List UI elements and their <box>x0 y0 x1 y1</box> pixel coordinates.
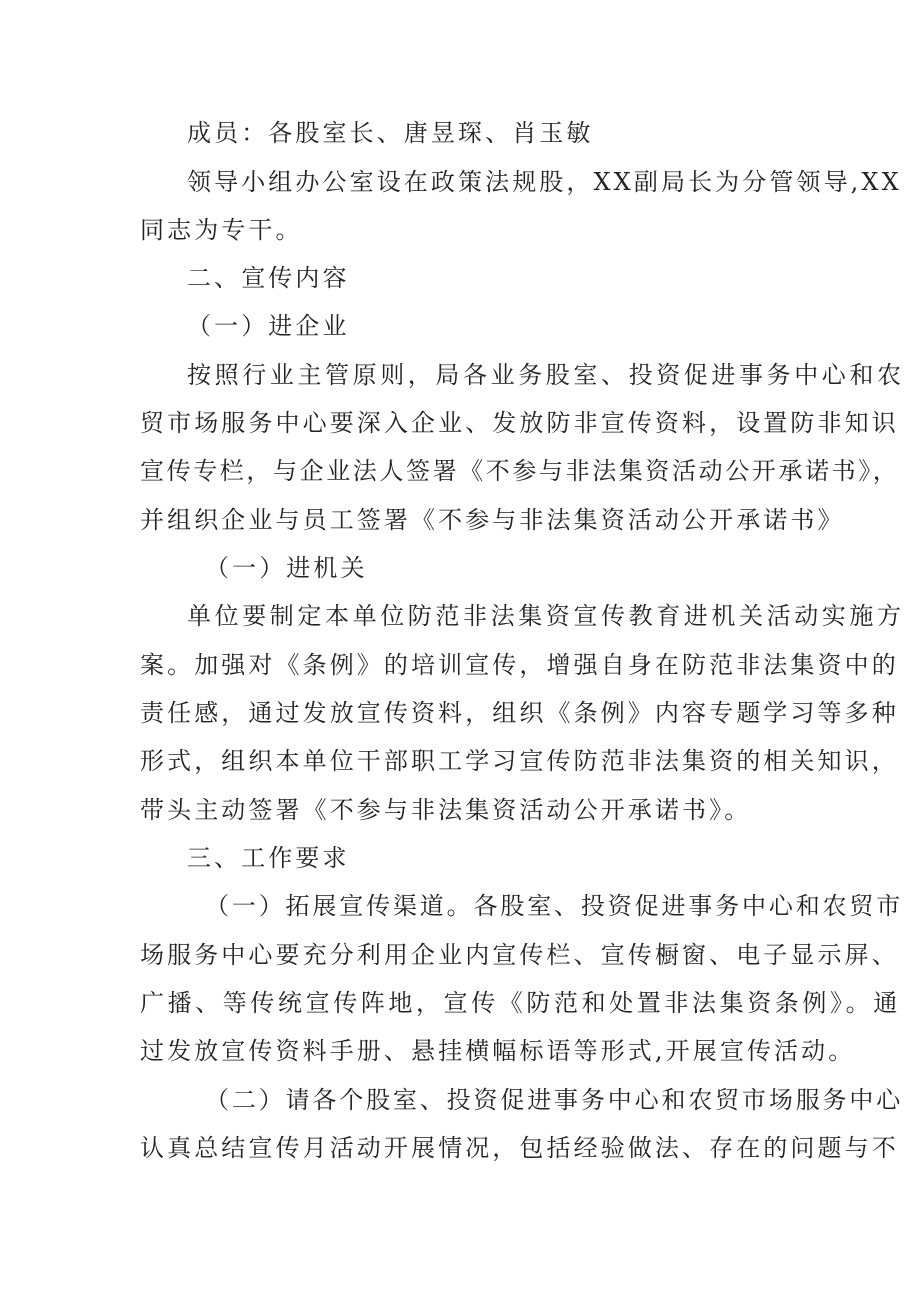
paragraph-agency-5: 带头主动签署《不参与非法集资活动公开承诺书》。 <box>140 796 752 824</box>
paragraph-enterprise-4: 并组织企业与员工签署《不参与非法集资活动公开承诺书》 <box>140 506 845 534</box>
paragraph-requirements-4: 过发放宣传资料手册、悬挂横幅标语等形式,开展宣传活动。 <box>140 1037 856 1065</box>
section-heading-2: 二、宣传内容 <box>187 264 350 292</box>
subheading-agency: （一）进机关 <box>205 554 368 582</box>
paragraph-agency-1: 单位要制定本单位防范非法集资宣传教育进机关活动实施方 <box>187 602 905 630</box>
paragraph-enterprise-2: 贸市场服务中心要深入企业、发放防非宣传资料，设置防非知识 <box>140 409 899 437</box>
paragraph-enterprise-3: 宣传专栏，与企业法人签署《不参与非法集资活动公开承诺书》， <box>140 457 900 485</box>
paragraph-requirements-1: （一）拓展宣传渠道。各股室、投资促进事务中心和农贸市 <box>205 892 904 920</box>
section-heading-3: 三、工作要求 <box>187 844 350 872</box>
subheading-enterprise: （一）进企业 <box>187 312 350 340</box>
paragraph-requirements-3: 广播、等传统宣传阵地，宣传《防范和处置非法集资条例》。通 <box>140 989 901 1017</box>
members-line: 成员：各股室长、唐昱琛、肖玉敏 <box>187 119 594 147</box>
paragraph-enterprise-1: 按照行业主管原则，局各业务股室、投资促进事务中心和农 <box>187 361 905 389</box>
paragraph-requirements-2: 场服务中心要充分利用企业内宣传栏、宣传橱窗、电子显示屏、 <box>140 941 899 969</box>
paragraph-agency-4: 形式，组织本单位干部职工学习宣传防范非法集资的相关知识， <box>140 747 899 775</box>
paragraph-agency-3: 责任感，通过发放宣传资料，组织《条例》内容专题学习等多种 <box>140 699 899 727</box>
paragraph-summary-1: （二）请各个股室、投资促进事务中心和农贸市场服务中心 <box>205 1086 904 1114</box>
paragraph-summary-2: 认真总结宣传月活动开展情况，包括经验做法、存在的问题与不 <box>140 1134 899 1162</box>
office-line: 领导小组办公室设在政策法规股，XX副局长为分管领导,XX <box>187 168 902 196</box>
paragraph-agency-2: 案。加强对《条例》的培训宣传，增强自身在防范非法集资中的 <box>140 651 899 679</box>
office-line-cont: 同志为专干。 <box>140 216 303 244</box>
